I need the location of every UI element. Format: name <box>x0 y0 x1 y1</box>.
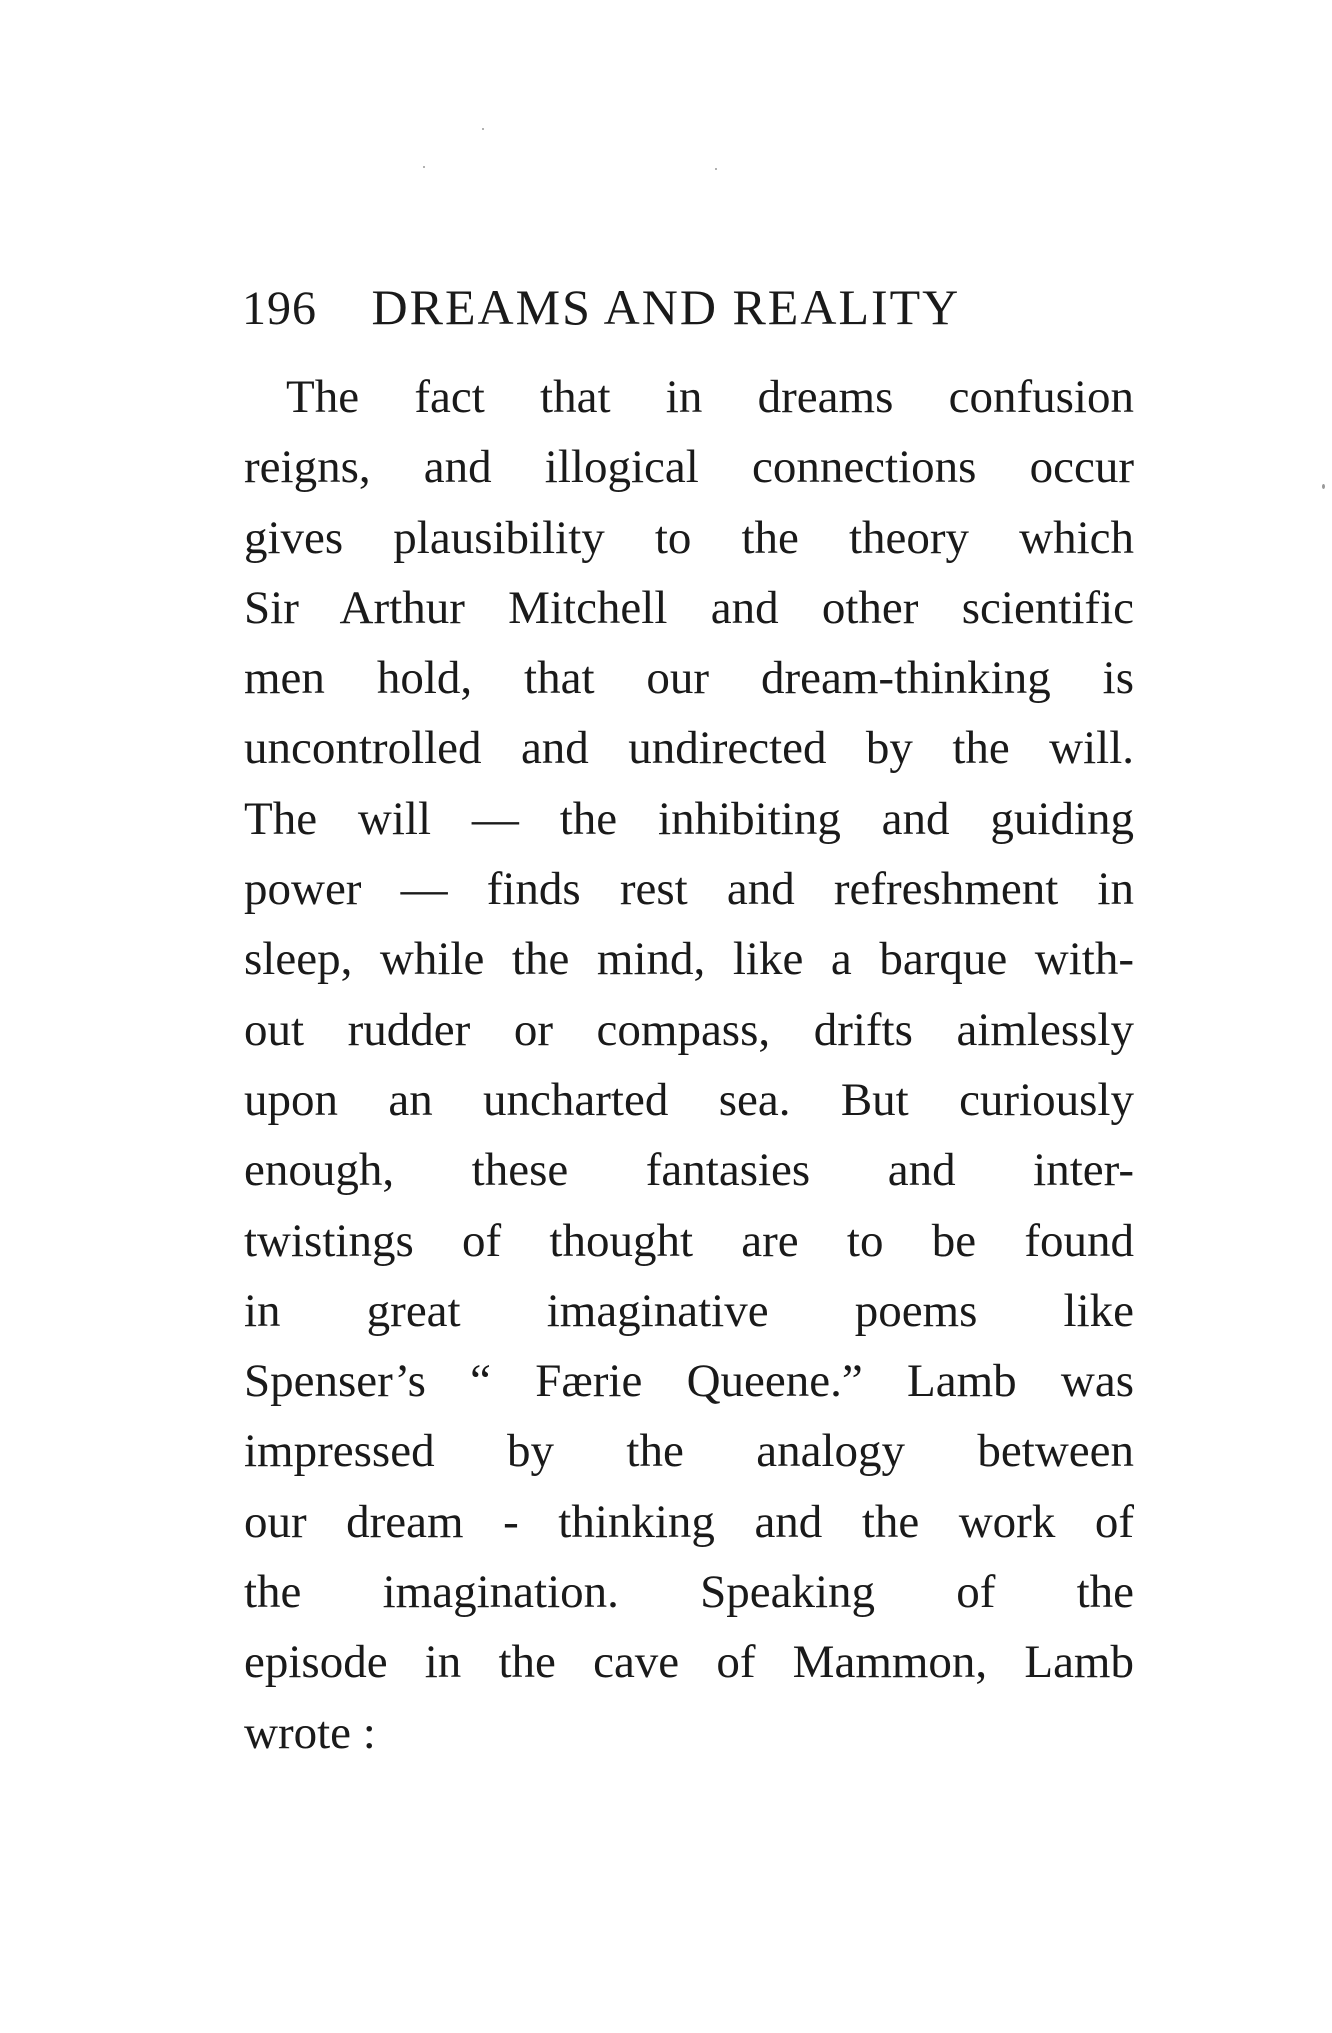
text-line: out rudder or compass, drifts aimlessly <box>244 1003 1134 1056</box>
text-line: impressed by the analogy between <box>244 1425 1134 1478</box>
paper-speck <box>482 128 484 130</box>
running-title: DREAMS AND REALITY <box>371 279 961 335</box>
text-line: men hold, that our dream-thinking is <box>244 652 1134 705</box>
text-line: The will — the inhibiting and guiding <box>244 792 1134 845</box>
text-line: the imagination. Speaking of the <box>244 1566 1134 1619</box>
paper-speck <box>715 168 717 170</box>
paper-speck <box>423 166 425 168</box>
body-text <box>244 362 1134 1768</box>
text-line: in great imaginative poems like <box>244 1284 1134 1337</box>
text-line: sleep, while the mind, like a barque with- <box>244 933 1134 986</box>
text-line: Spenser’s “ Færie Queene.” Lamb was <box>244 1355 1134 1408</box>
text-line: enough, these fantasies and inter- <box>244 1144 1134 1197</box>
text-line: our dream - thinking and the work of <box>244 1495 1134 1548</box>
text-line: upon an uncharted sea. But curiously <box>244 1073 1134 1126</box>
text-line: Sir Arthur Mitchell and other scientific <box>244 581 1134 634</box>
paper-speck <box>1322 484 1325 489</box>
text-line: gives plausibility to the theory which <box>244 511 1134 564</box>
text-line: The fact that in dreams confusion <box>286 371 1134 423</box>
running-header <box>242 272 1122 344</box>
page-number: 196 <box>242 282 317 335</box>
text-line: episode in the cave of Mammon, Lamb <box>244 1636 1134 1689</box>
text-line: twistings of thought are to be found <box>244 1214 1134 1267</box>
text-line: power — finds rest and refreshment in <box>244 863 1134 916</box>
text-line: reigns, and illogical connections occur <box>244 441 1134 494</box>
text-line: uncontrolled and undirected by the will. <box>244 722 1134 775</box>
text-line: wrote : <box>244 1706 376 1759</box>
